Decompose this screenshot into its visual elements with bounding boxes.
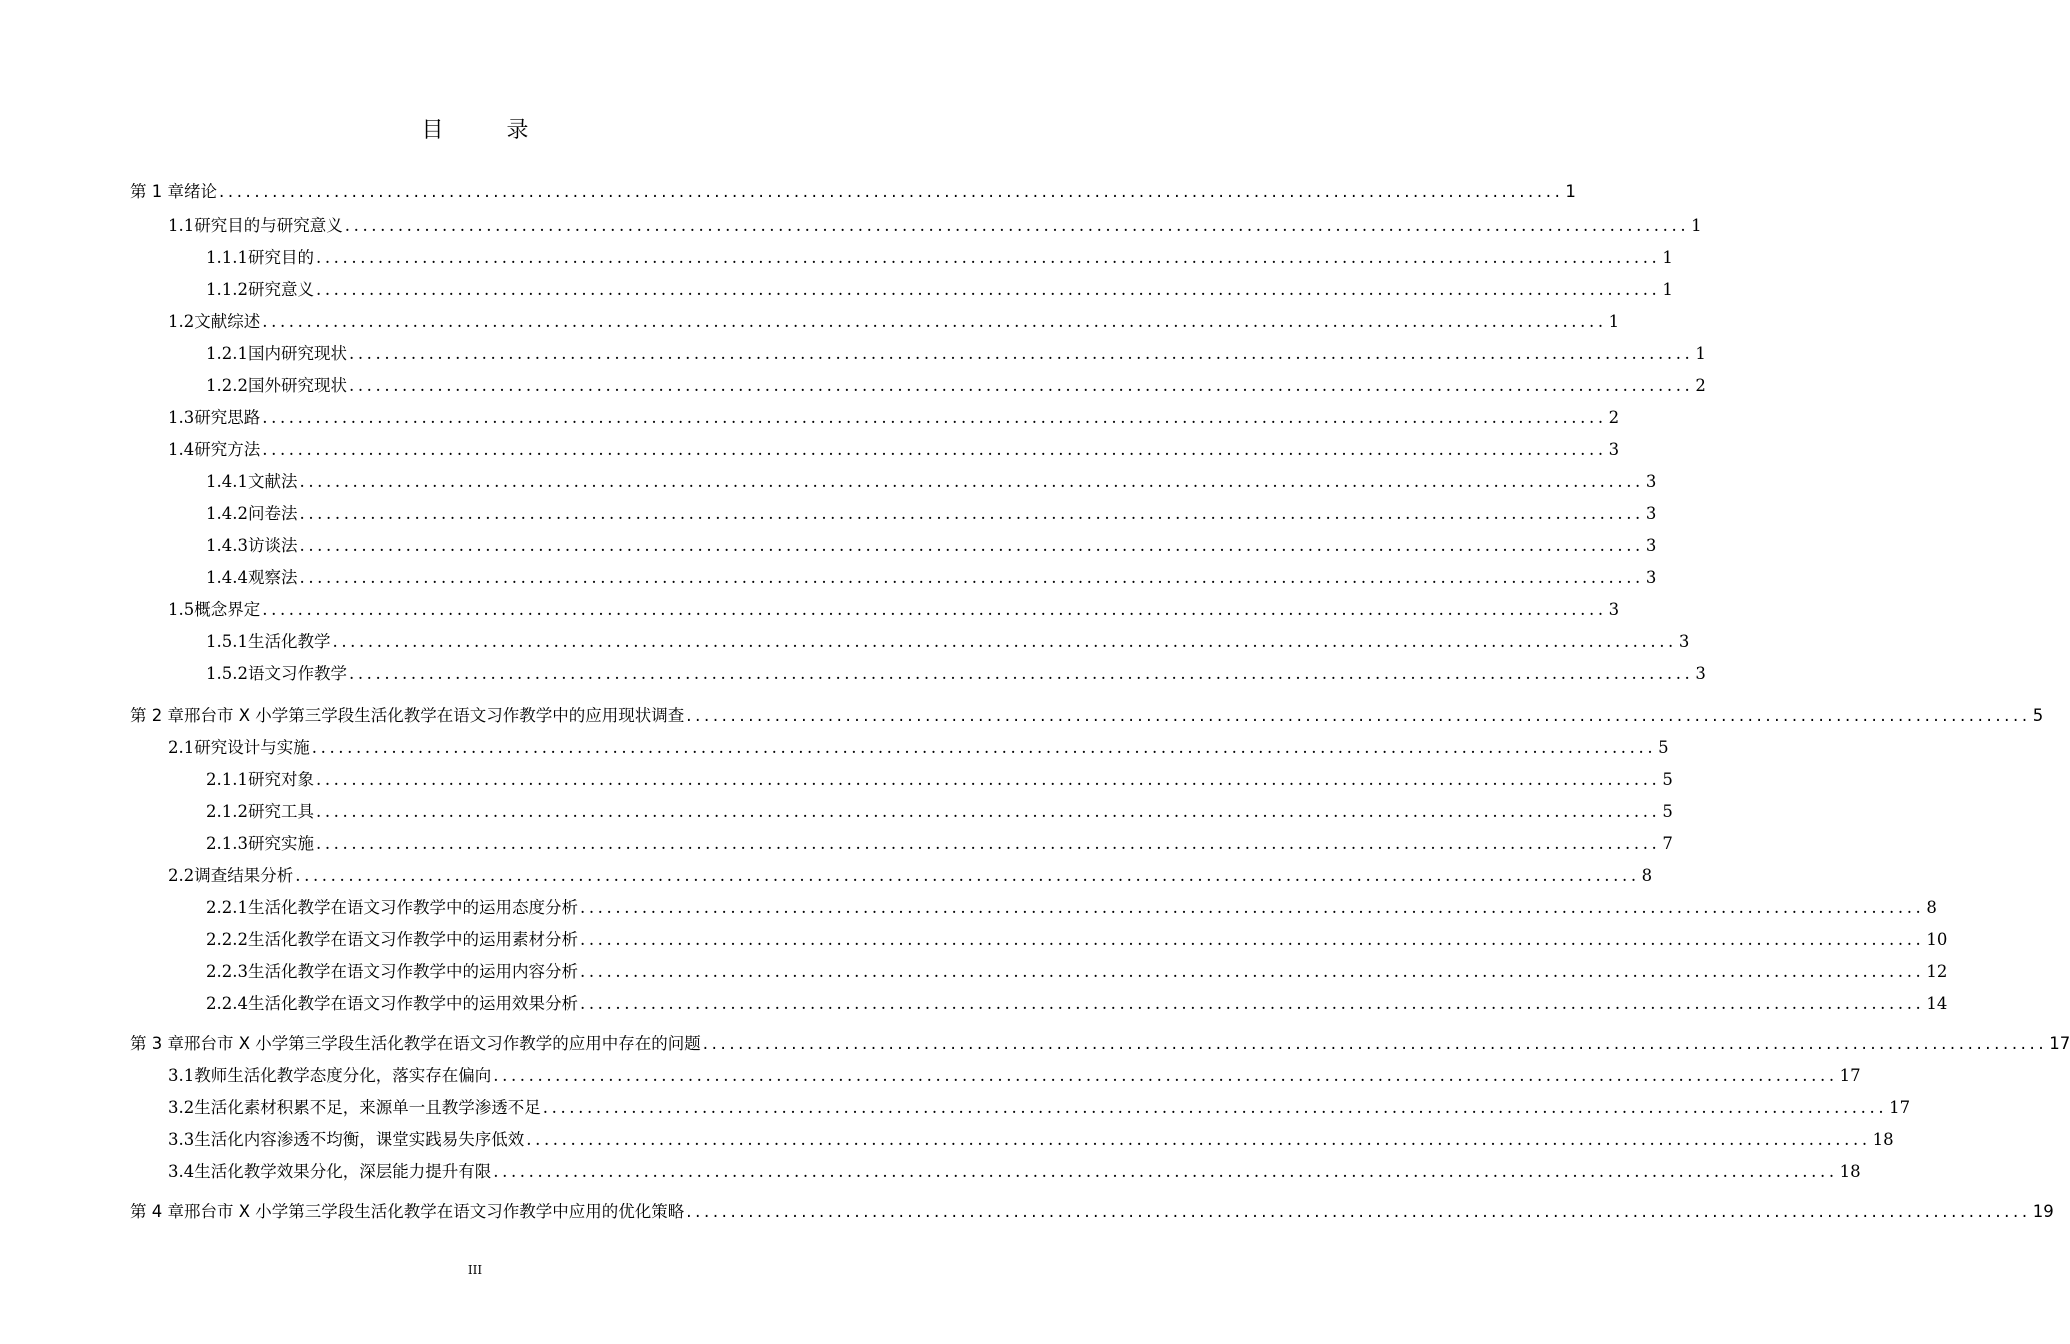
toc-entry-number: 1.2.1 bbox=[206, 344, 248, 363]
toc-entry-page: 14 bbox=[1926, 994, 1948, 1013]
toc-entry-page: 1 bbox=[1662, 280, 1673, 299]
toc-leader: ........................................................................................................................................................ bbox=[702, 1034, 2048, 1053]
toc-leader: ........................................................................................................................................................ bbox=[344, 216, 1690, 235]
toc-entry[interactable] bbox=[206, 534, 1657, 558]
toc-leader: ........................................................................................................................................................ bbox=[311, 738, 1657, 757]
toc-entry-title: 邢台市 X 小学第三学段生活化教学在语文习作教学中的应用现状调查 bbox=[184, 706, 685, 725]
toc-entry[interactable] bbox=[168, 864, 1653, 888]
toc-leader: ........................................................................................................................................................ bbox=[315, 770, 1661, 789]
toc-entry[interactable] bbox=[206, 896, 1937, 920]
toc-entry-number: 1.3 bbox=[168, 408, 195, 427]
toc-entry-page: 5 bbox=[2032, 706, 2044, 725]
toc-entry-page: 3 bbox=[1645, 568, 1657, 587]
toc-entry-number: 2.2.3 bbox=[206, 962, 248, 981]
toc-entry-number: 1.5.1 bbox=[206, 632, 248, 651]
toc-leader: ........................................................................................................................................................ bbox=[315, 248, 1661, 267]
toc-entry-title: 邢台市 X 小学第三学段生活化教学在语文习作教学中应用的优化策略 bbox=[184, 1202, 685, 1221]
toc-entry-title: 概念界定 bbox=[194, 600, 261, 619]
toc-leader: ........................................................................................................................................................ bbox=[526, 1130, 1871, 1149]
toc-entry-number: 2.1.1 bbox=[206, 770, 248, 789]
toc-entry-page: 1 bbox=[1608, 312, 1620, 331]
toc-entry-page: 1 bbox=[1695, 344, 1706, 363]
toc-leader: ........................................................................................................................................................ bbox=[262, 440, 1607, 459]
toc-entry-page: 10 bbox=[1926, 930, 1948, 949]
toc-entry-title: 问卷法 bbox=[247, 504, 298, 523]
toc-entry-number: 第 2 章 bbox=[130, 706, 184, 725]
toc-entry-title: 研究对象 bbox=[247, 770, 314, 789]
toc-entry-page: 8 bbox=[1641, 866, 1653, 885]
toc-entry-page: 17 bbox=[1889, 1098, 1911, 1117]
toc-leader: ........................................................................................................................................................ bbox=[493, 1066, 1838, 1085]
toc-entry-number: 2.2 bbox=[168, 866, 195, 885]
toc-leader: ........................................................................................................................................................ bbox=[579, 962, 1925, 981]
toc-entry[interactable] bbox=[206, 502, 1657, 526]
toc-entry[interactable] bbox=[206, 246, 1673, 270]
toc-entry-number: 1.4.2 bbox=[206, 504, 248, 523]
toc-leader: ........................................................................................................................................................ bbox=[348, 344, 1694, 363]
toc-entry-page: 2 bbox=[1695, 376, 1706, 395]
toc-entry[interactable] bbox=[168, 1128, 1894, 1152]
toc-entry-page: 2 bbox=[1608, 408, 1620, 427]
toc-entry-page: 18 bbox=[1872, 1130, 1894, 1149]
toc-entry-page: 3 bbox=[1678, 632, 1690, 651]
toc-entry[interactable] bbox=[206, 630, 1690, 654]
toc-entry-title: 国内研究现状 bbox=[247, 344, 347, 363]
toc-entry-title: 生活化教学在语文习作教学中的运用态度分析 bbox=[247, 898, 578, 917]
toc-entry-title: 调查结果分析 bbox=[194, 866, 294, 885]
toc-entry[interactable] bbox=[168, 1096, 1911, 1120]
toc-entry-title: 研究思路 bbox=[194, 408, 261, 427]
toc-entry-title: 生活化教学 bbox=[247, 632, 331, 651]
toc-entry-page: 7 bbox=[1662, 834, 1673, 853]
toc-entry-page: 17 bbox=[1839, 1066, 1861, 1085]
toc-entry-title: 生活化教学效果分化，深层能力提升有限 bbox=[194, 1162, 492, 1181]
toc-entry-number: 3.3 bbox=[168, 1130, 195, 1149]
toc-entry-title: 生活化教学在语文习作教学中的运用内容分析 bbox=[247, 962, 578, 981]
toc-leader: ........................................................................................................................................................ bbox=[299, 568, 1644, 587]
toc-entry[interactable] bbox=[206, 278, 1673, 302]
toc-entry-number: 2.2.2 bbox=[206, 930, 248, 949]
toc-entry-title: 生活化教学在语文习作教学中的运用素材分析 bbox=[247, 930, 578, 949]
toc-entry-page: 3 bbox=[1645, 536, 1657, 555]
toc-entry[interactable] bbox=[206, 662, 1706, 686]
toc-entry-title: 生活化内容渗透不均衡，课堂实践易失序低效 bbox=[194, 1130, 525, 1149]
toc-entry-title: 研究设计与实施 bbox=[194, 738, 310, 757]
toc-entry-page: 18 bbox=[1839, 1162, 1861, 1181]
toc-entry[interactable] bbox=[206, 566, 1657, 590]
toc-entry-page: 3 bbox=[1645, 504, 1657, 523]
toc-entry-page: 1 bbox=[1691, 216, 1702, 235]
toc-entry[interactable] bbox=[206, 992, 1948, 1016]
toc-entry-title: 访谈法 bbox=[247, 536, 298, 555]
toc-entry[interactable] bbox=[206, 800, 1673, 824]
toc-entry-title: 邢台市 X 小学第三学段生活化教学在语文习作教学的应用中存在的问题 bbox=[184, 1034, 701, 1053]
toc-entry[interactable] bbox=[168, 310, 1620, 334]
toc-entry-title: 生活化素材积累不足，来源单一且教学渗透不足 bbox=[194, 1098, 541, 1117]
toc-entry-number: 1.2.2 bbox=[206, 376, 248, 395]
toc-entry-number: 1.1 bbox=[168, 216, 195, 235]
toc-leader: ........................................................................................................................................................ bbox=[262, 600, 1607, 619]
toc-leader: ........................................................................................................................................................ bbox=[299, 504, 1644, 523]
toc-entry-title: 研究方法 bbox=[194, 440, 261, 459]
toc-entry[interactable] bbox=[206, 342, 1706, 366]
toc-entry[interactable] bbox=[168, 406, 1620, 430]
toc-entry[interactable] bbox=[168, 438, 1620, 462]
toc-entry-title: 教师生活化教学态度分化，落实存在偏向 bbox=[194, 1066, 492, 1085]
toc-entry[interactable] bbox=[206, 470, 1657, 494]
toc-leader: ........................................................................................................................................................ bbox=[315, 834, 1661, 853]
toc-entry-title: 语文习作教学 bbox=[247, 664, 347, 683]
toc-entry[interactable] bbox=[206, 928, 1948, 952]
toc-entry-title: 绪论 bbox=[184, 182, 217, 201]
toc-entry-number: 第 3 章 bbox=[130, 1034, 184, 1053]
toc-entry-number: 3.2 bbox=[168, 1098, 195, 1117]
toc-entry-number: 1.2 bbox=[168, 312, 195, 331]
toc-entry-page: 3 bbox=[1608, 600, 1620, 619]
toc-entry-title: 研究目的与研究意义 bbox=[194, 216, 343, 235]
toc-entry[interactable] bbox=[168, 1064, 1861, 1088]
toc-leader: ........................................................................................................................................................ bbox=[299, 472, 1644, 491]
toc-entry-page: 8 bbox=[1926, 898, 1937, 917]
toc-entry-page: 3 bbox=[1608, 440, 1620, 459]
toc-leader: ........................................................................................................................................................ bbox=[686, 706, 2031, 725]
toc-entry-page: 12 bbox=[1926, 962, 1948, 981]
page-title: 目 录 bbox=[421, 118, 557, 143]
toc-entry-number: 3.4 bbox=[168, 1162, 195, 1181]
toc-leader: ........................................................................................................................................................ bbox=[262, 312, 1607, 331]
toc-entry[interactable] bbox=[206, 832, 1673, 856]
toc-entry-number: 1.4 bbox=[168, 440, 195, 459]
toc-entry-number: 1.4.4 bbox=[206, 568, 248, 587]
toc-entry[interactable] bbox=[130, 180, 1576, 204]
toc-entry-page: 3 bbox=[1695, 664, 1706, 683]
toc-leader: ........................................................................................................................................................ bbox=[493, 1162, 1838, 1181]
toc-entry-page: 5 bbox=[1658, 738, 1669, 757]
toc-leader: ........................................................................................................................................................ bbox=[332, 632, 1677, 651]
toc-entry-number: 第 4 章 bbox=[130, 1202, 184, 1221]
toc-leader: ........................................................................................................................................................ bbox=[579, 930, 1925, 949]
toc-entry-number: 2.1.2 bbox=[206, 802, 248, 821]
toc-entry[interactable] bbox=[130, 704, 2044, 728]
toc-entry-page: 17 bbox=[2049, 1034, 2070, 1053]
toc-entry-number: 1.1.1 bbox=[206, 248, 248, 267]
toc-entry-page: 1 bbox=[1565, 182, 1576, 201]
toc-entry-title: 生活化教学在语文习作教学中的运用效果分析 bbox=[247, 994, 578, 1013]
toc-entry-page: 3 bbox=[1645, 472, 1657, 491]
toc-entry-number: 2.2.1 bbox=[206, 898, 248, 917]
toc-leader: ........................................................................................................................................................ bbox=[686, 1202, 2031, 1221]
toc-entry-number: 1.1.2 bbox=[206, 280, 248, 299]
toc-entry-title: 研究目的 bbox=[247, 248, 314, 267]
toc-entry[interactable] bbox=[130, 1032, 2070, 1056]
toc-entry-number: 2.1 bbox=[168, 738, 195, 757]
toc-entry-title: 研究工具 bbox=[247, 802, 314, 821]
toc-entry-title: 文献综述 bbox=[194, 312, 261, 331]
toc-entry-title: 文献法 bbox=[247, 472, 298, 491]
toc-entry[interactable] bbox=[168, 214, 1702, 238]
toc-entry[interactable] bbox=[206, 374, 1706, 398]
toc-entry[interactable] bbox=[206, 768, 1673, 792]
toc-leader: ........................................................................................................................................................ bbox=[219, 182, 1564, 201]
toc-entry-number: 1.4.3 bbox=[206, 536, 248, 555]
toc-leader: ........................................................................................................................................................ bbox=[315, 802, 1661, 821]
toc-entry-number: 1.5.2 bbox=[206, 664, 248, 683]
toc-leader: ........................................................................................................................................................ bbox=[262, 408, 1607, 427]
toc-entry-number: 1.5 bbox=[168, 600, 195, 619]
toc-entry[interactable] bbox=[130, 1200, 2054, 1224]
toc-entry-title: 研究实施 bbox=[247, 834, 314, 853]
toc-entry-title: 观察法 bbox=[247, 568, 298, 587]
toc-entry-number: 2.2.4 bbox=[206, 994, 248, 1013]
toc-entry-page: 5 bbox=[1662, 770, 1673, 789]
toc-leader: ........................................................................................................................................................ bbox=[579, 898, 1925, 917]
toc-entry-title: 国外研究现状 bbox=[247, 376, 347, 395]
toc-entry-number: 2.1.3 bbox=[206, 834, 248, 853]
toc-entry-title: 研究意义 bbox=[247, 280, 314, 299]
toc-entry[interactable] bbox=[206, 960, 1948, 984]
toc-entry-number: 1.4.1 bbox=[206, 472, 248, 491]
toc-leader: ........................................................................................................................................................ bbox=[299, 536, 1644, 555]
toc-entry-page: 5 bbox=[1662, 802, 1673, 821]
toc-entry-page: 19 bbox=[2032, 1202, 2054, 1221]
page-number: III bbox=[467, 1263, 483, 1277]
toc-leader: ........................................................................................................................................................ bbox=[579, 994, 1925, 1013]
toc-entry-number: 第 1 章 bbox=[130, 182, 184, 201]
toc-entry[interactable] bbox=[168, 598, 1620, 622]
toc-leader: ........................................................................................................................................................ bbox=[315, 280, 1661, 299]
toc-entry[interactable] bbox=[168, 1160, 1861, 1184]
toc-entry-page: 1 bbox=[1662, 248, 1673, 267]
toc-entry-number: 3.1 bbox=[168, 1066, 195, 1085]
toc-leader: ........................................................................................................................................................ bbox=[348, 376, 1694, 395]
toc-leader: ........................................................................................................................................................ bbox=[542, 1098, 1888, 1117]
toc-leader: ........................................................................................................................................................ bbox=[295, 866, 1640, 885]
toc-entry[interactable] bbox=[168, 736, 1669, 760]
toc-leader: ........................................................................................................................................................ bbox=[348, 664, 1694, 683]
